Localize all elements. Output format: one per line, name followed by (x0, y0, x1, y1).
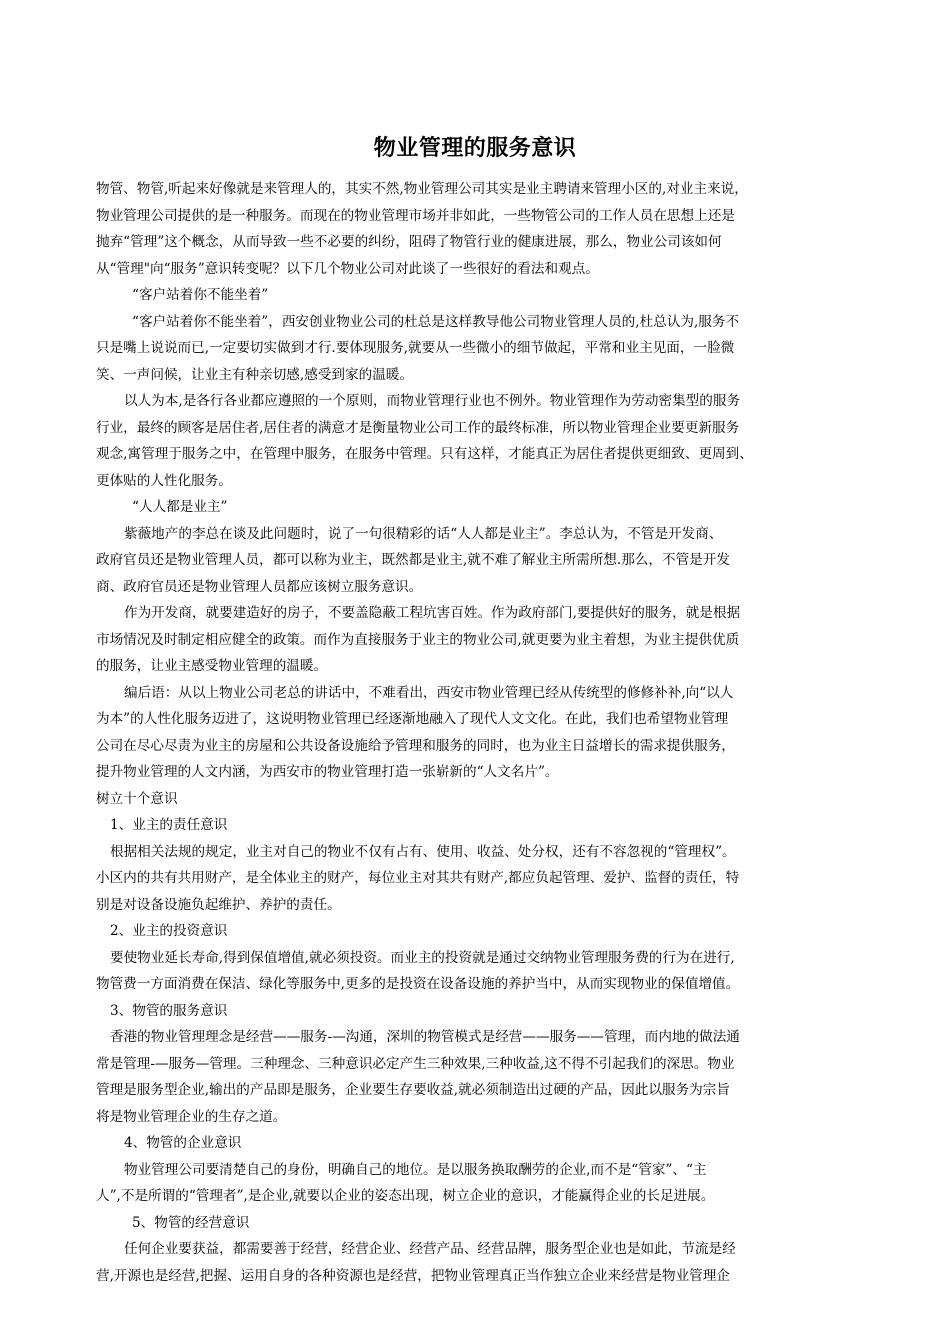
document-title: 物业管理的服务意识 (373, 136, 577, 161)
text-line: 小区内的共有共用财产，是全体业主的财产，每位业主对其共有财产,都应负起管理、爱护、监督的责任，特 (96, 870, 740, 886)
text-line: “客户站着你不能坐着” (132, 287, 269, 303)
text-line: 要使物业延长寿命,得到保值增值,就必须投资。而业主的投资就是通过交纳物业管理服务费的行为在进行, (110, 949, 735, 966)
text-line: 编后语：从以上物业公司老总的讲话中，不难看出，西安市物业管理已经从传统型的修修补补,向“以人 (124, 684, 734, 701)
text-line: 2、业主的投资意识 (110, 923, 228, 939)
text-line: 物管费一方面消费在保洁、绿化等服务中,更多的是投资在设备设施的养护当中，从而实现物业的保值增值。 (96, 976, 740, 992)
text-line: 提升物业管理的人文内涵，为西安市的物业管理打造一张崭新的“人文名片”。 (96, 764, 559, 780)
text-line: 物业管理公司要清楚自己的身份，明确自己的地位。是以服务换取酬劳的企业,而不是“管家”、“主 (124, 1161, 707, 1178)
text-line: 笑、一声问候，让业主有种亲切感,感受到家的温暖。 (96, 366, 413, 383)
text-line: 根据相关法规的规定，业主对自己的物业不仅有占有、使用、收益、处分权，还有不容忽视的“管理权”。 (110, 843, 736, 860)
text-line: 市场情况及时制定相应健全的政策。而作为直接服务于业主的物业公司,就更要为业主着想，为业主提供优质 (96, 631, 740, 648)
text-line: 1、业主的责任意识 (110, 817, 228, 833)
text-line: 公司在尽心尽责为业主的房屋和公共设备设施给予管理和服务的同时，也为业主日益增长的需求提供服务， (96, 737, 735, 754)
text-line: 物管、物管,听起来好像就是来管理人的，其实不然,物业管理公司其实是业主聘请来管理小区的,对业主来说， (96, 181, 748, 197)
text-line: 更体贴的人性化服务。 (96, 472, 232, 489)
text-line: 任何企业要获益，都需要善于经营，经营企业、经营产品、经营品牌，服务型企业也是如此，节流是经 (124, 1241, 736, 1257)
text-line: 为本”的人性化服务迈进了，这说明物业管理已经逐渐地融入了现代人文文化。在此，我们也希望物业管理 (96, 711, 729, 727)
document-body (96, 176, 866, 1289)
text-line: 只是嘴上说说而已,一定要切实做到才行.要体现服务,就要从一些微小的细节做起，平常和业主见面，一脸微 (96, 340, 735, 356)
text-line: 树立十个意识 (96, 790, 178, 807)
text-line: 紫薇地产的李总在谈及此问题时，说了一句很精彩的话“人人都是业主”。李总认为，不管是开发商、 (124, 525, 723, 542)
text-line: 营,开源也是经营,把握、运用自身的各种资源也是经营，把物业管理真正当作独立企业来经营是物业管理企 (96, 1267, 730, 1284)
text-line: 观念,寓管理于服务之中，在管理中服务，在服务中管理。只有这样，才能真正为居住者提供更细致、更周到、 (96, 446, 753, 462)
text-line: 政府官员还是物业管理人员，都可以称为业主，既然都是业主,就不难了解业主所需所想.那么，不管是开发 (96, 552, 730, 568)
text-line: 5、物管的经营意识 (132, 1214, 250, 1231)
text-line: 行业，最终的顾客是居住者,居住者的满意才是衡量物业公司工作的最终标准，所以物业管理企业要更新服务 (96, 419, 740, 436)
text-line: 抛弃“管理”这个概念，从而导致一些不必要的纠纷，阻碍了物管行业的健康进展，那么，物业公司该如何 (96, 234, 722, 250)
text-line: “人人都是业主” (132, 499, 228, 515)
text-line: 常是管理-—服务—管理。三种理念、三种意识必定产生三种效果,三种收益,这不得不引起我们的深思。物业 (96, 1055, 735, 1072)
text-line: 物业管理公司提供的是一种服务。而现在的物业管理市场并非如此，一些物管公司的工作人员在思想上还是 (96, 207, 735, 224)
text-line: 4、物管的企业意识 (124, 1135, 242, 1151)
text-line: 的服务，让业主感受物业管理的温暖。 (96, 658, 328, 674)
text-line: 以人为本,是各行各业都应遵照的一个原则，而物业管理行业也不例外。物业管理作为劳动密集型的服务 (124, 393, 741, 409)
text-line: 香港的物业管理理念是经营——服务-—沟通，深圳的物管模式是经营——服务——管理，而内地的做法通 (110, 1029, 740, 1045)
text-line: 管理是服务型企业,输出的产品即是服务，企业要生存要收益,就必须制造出过硬的产品，因此以服务为宗旨 (96, 1082, 730, 1098)
text-line: 将是物业管理企业的生存之道。 (96, 1108, 287, 1125)
text-line: 商、政府官员还是物业管理人员都应该树立服务意识。 (96, 578, 423, 595)
text-line: “客户站着你不能坐着”，西安创业物业公司的杜总是这样教导他公司物业管理人员的,杜总认为,服务不 (132, 313, 740, 330)
text-line: 3、物管的服务意识 (110, 1002, 228, 1019)
text-line: 从“管理"向“服务”意识转变呢？以下几个物业公司对此谈了一些很好的看法和观点。 (96, 260, 599, 277)
text-line: 作为开发商，就要建造好的房子，不要盖隐蔽工程坑害百姓。作为政府部门,要提供好的服务，就是根据 (124, 605, 741, 621)
text-line: 别是对设备设施负起维护、养护的责任。 (96, 896, 341, 913)
text-line: 人”,不是所谓的“管理者”,是企业,就要以企业的姿态出现，树立企业的意识，才能赢得企业的长足进展。 (96, 1188, 715, 1204)
